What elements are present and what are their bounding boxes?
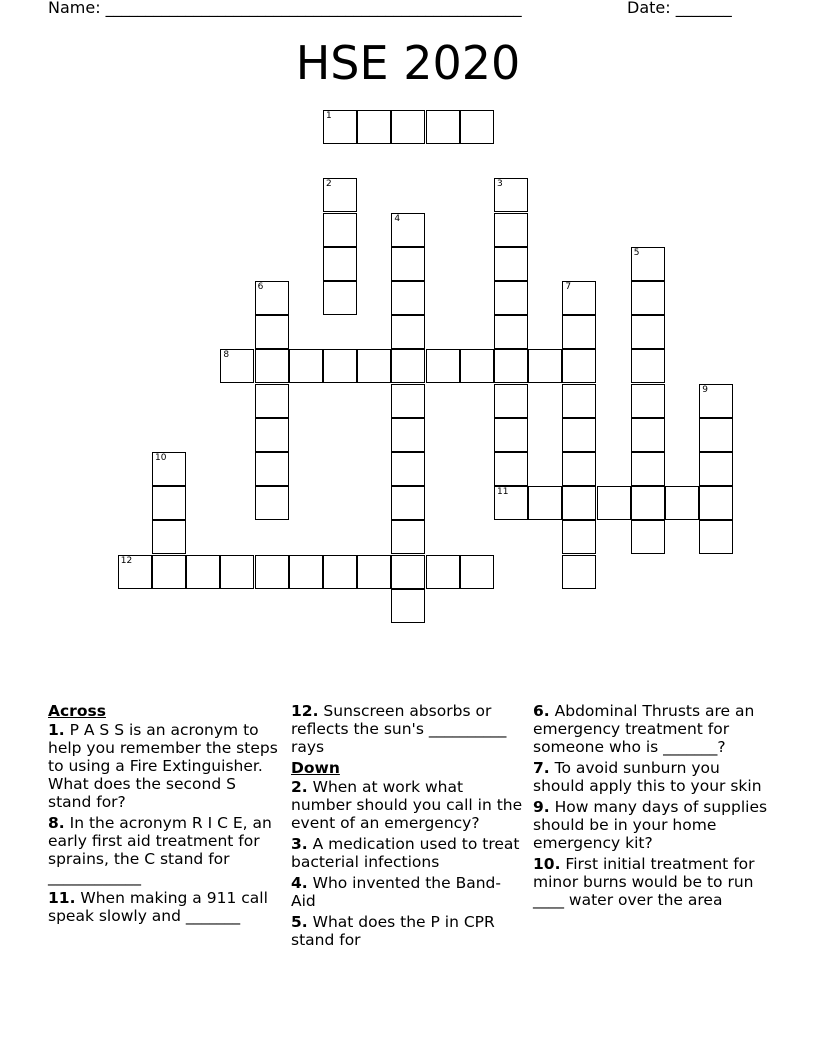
grid-cell[interactable] — [426, 110, 460, 144]
grid-cell[interactable] — [562, 281, 596, 315]
grid-cell[interactable] — [494, 349, 528, 383]
grid-cell[interactable] — [255, 315, 289, 349]
grid-cell[interactable] — [323, 178, 357, 212]
grid-cell[interactable] — [494, 452, 528, 486]
grid-cell[interactable] — [460, 555, 494, 589]
clue-text: When at work what number should you call in the event of an emergency? — [291, 778, 523, 832]
grid-cell[interactable] — [494, 486, 528, 520]
grid-cell[interactable] — [391, 110, 425, 144]
grid-cell[interactable] — [494, 281, 528, 315]
clue-number: 2. — [291, 778, 308, 796]
grid-cell[interactable] — [562, 520, 596, 554]
grid-cell[interactable] — [631, 418, 665, 452]
grid-cell[interactable] — [460, 110, 494, 144]
grid-cell[interactable] — [255, 555, 289, 589]
grid-cell[interactable] — [426, 349, 460, 383]
grid-cell[interactable] — [255, 384, 289, 418]
grid-cell[interactable] — [562, 418, 596, 452]
clue-across-1 — [48, 721, 278, 811]
clue-text: P A S S is an acronym to help you remember the steps to using a Fire Extinguisher. What does the second S stand for? — [48, 721, 278, 811]
grid-cell[interactable] — [562, 452, 596, 486]
grid-cell[interactable] — [631, 384, 665, 418]
grid-cell[interactable] — [631, 486, 665, 520]
grid-cell[interactable] — [391, 486, 425, 520]
clue-down-3 — [291, 835, 523, 871]
grid-cell[interactable] — [562, 486, 596, 520]
grid-cell[interactable] — [494, 213, 528, 247]
grid-cell[interactable] — [631, 452, 665, 486]
clue-across-8 — [48, 814, 278, 886]
grid-cell[interactable] — [597, 486, 631, 520]
grid-cell[interactable] — [494, 315, 528, 349]
grid-cell[interactable] — [631, 520, 665, 554]
clue-number: 5. — [291, 913, 308, 931]
grid-cell[interactable] — [289, 555, 323, 589]
grid-cell[interactable] — [391, 315, 425, 349]
grid-cell[interactable] — [562, 384, 596, 418]
grid-cell[interactable] — [562, 349, 596, 383]
clue-number: 8. — [48, 814, 65, 832]
grid-cell[interactable] — [255, 486, 289, 520]
grid-cell[interactable] — [494, 247, 528, 281]
clue-number-label: 10 — [155, 453, 167, 463]
grid-cell[interactable] — [323, 349, 357, 383]
clue-down-10 — [533, 855, 769, 909]
clue-number-label: 5 — [633, 247, 640, 258]
grid-cell[interactable] — [323, 281, 357, 315]
grid-cell[interactable] — [391, 589, 425, 623]
grid-cell[interactable] — [323, 110, 357, 144]
clue-down-4 — [291, 874, 523, 910]
grid-cell[interactable] — [255, 349, 289, 383]
grid-cell[interactable] — [391, 520, 425, 554]
grid-cell[interactable] — [152, 486, 186, 520]
grid-cell[interactable] — [357, 555, 391, 589]
grid-cell[interactable] — [289, 349, 323, 383]
grid-cell[interactable] — [255, 281, 289, 315]
clue-down-5 — [291, 913, 523, 949]
clues-column-1 — [48, 702, 278, 928]
clue-number: 1. — [48, 721, 65, 739]
clue-across-12 — [291, 702, 523, 756]
clue-text: Sunscreen absorbs or reflects the sun's __________ rays — [291, 702, 507, 756]
grid-cell[interactable] — [391, 349, 425, 383]
clue-text: What does the P in CPR stand for — [291, 913, 495, 949]
grid-cell[interactable] — [528, 486, 562, 520]
grid-cell[interactable] — [562, 315, 596, 349]
clues-column-2 — [291, 702, 523, 952]
grid-cell[interactable] — [391, 452, 425, 486]
grid-cell[interactable] — [391, 418, 425, 452]
grid-cell[interactable] — [631, 247, 665, 281]
date-field-label: Date: _______ — [627, 0, 732, 17]
clue-number: 9. — [533, 798, 550, 816]
grid-cell[interactable] — [699, 418, 733, 452]
clue-number: 3. — [291, 835, 308, 853]
clue-down-6 — [533, 702, 769, 756]
grid-cell[interactable] — [323, 247, 357, 281]
clue-down-9 — [533, 798, 769, 852]
clue-text: In the acronym R I C E, an early first aid treatment for sprains, the C stand for ____________ — [48, 814, 272, 886]
grid-cell[interactable] — [152, 452, 186, 486]
grid-cell[interactable] — [323, 213, 357, 247]
grid-cell[interactable] — [699, 486, 733, 520]
grid-cell[interactable] — [391, 213, 425, 247]
down-heading: Down — [291, 759, 340, 777]
clue-text: Abdominal Thrusts are an emergency treatment for someone who is _______? — [533, 702, 755, 756]
clue-down-7 — [533, 759, 769, 795]
grid-cell[interactable] — [118, 555, 152, 589]
clue-number-label: 3 — [497, 179, 503, 190]
clue-across-11 — [48, 889, 278, 925]
clue-number-label: 2 — [326, 179, 332, 190]
grid-cell[interactable] — [528, 349, 562, 383]
grid-cell[interactable] — [220, 555, 254, 589]
grid-cell[interactable] — [460, 349, 494, 383]
clue-number-label: 4 — [394, 213, 401, 224]
clue-number: 7. — [533, 759, 550, 777]
clue-number: 11. — [48, 889, 76, 907]
grid-cell[interactable] — [323, 555, 357, 589]
clue-number-label: 11 — [497, 487, 509, 498]
grid-cell[interactable] — [152, 555, 186, 589]
grid-cell[interactable] — [255, 452, 289, 486]
grid-cell[interactable] — [699, 384, 733, 418]
clue-down-2 — [291, 778, 523, 832]
clue-text: When making a 911 call speak slowly and _______ — [48, 889, 268, 925]
page-title: HSE 2020 — [295, 36, 521, 90]
grid-cell[interactable] — [152, 520, 186, 554]
grid-cell[interactable] — [391, 247, 425, 281]
clue-number-label: 12 — [120, 555, 133, 566]
grid-cell[interactable] — [494, 384, 528, 418]
clue-text: Who invented the Band-Aid — [291, 874, 501, 910]
clue-number-label: 1 — [326, 111, 332, 121]
clue-text: To avoid sunburn you should apply this to your skin — [533, 759, 762, 795]
grid-cell[interactable] — [220, 349, 254, 383]
grid-cell[interactable] — [255, 418, 289, 452]
grid-cell[interactable] — [391, 555, 425, 589]
clue-text: How many days of supplies should be in your home emergency kit? — [533, 798, 768, 852]
clue-number-label: 6 — [257, 282, 264, 292]
grid-cell[interactable] — [357, 349, 391, 383]
clue-number: 6. — [533, 702, 550, 720]
clue-number-label: 9 — [702, 384, 708, 395]
clue-number-label: 7 — [565, 282, 572, 292]
clue-number-label: 8 — [223, 350, 230, 361]
grid-cell[interactable] — [699, 452, 733, 486]
grid-cell[interactable] — [562, 555, 596, 589]
clue-text: First initial treatment for minor burns would be to run ____ water over the area — [533, 855, 755, 909]
clue-number: 12. — [291, 702, 319, 720]
grid-cell[interactable] — [494, 418, 528, 452]
grid-cell[interactable] — [665, 486, 699, 520]
grid-cell[interactable] — [186, 555, 220, 589]
name-field-label: Name: ____________________________________________________ — [48, 0, 522, 17]
grid-cell[interactable] — [357, 110, 391, 144]
grid-cell[interactable] — [631, 315, 665, 349]
grid-cell[interactable] — [631, 349, 665, 383]
grid-cell[interactable] — [699, 520, 733, 554]
across-heading: Across — [48, 702, 106, 720]
clue-text: A medication used to treat bacterial infections — [291, 835, 520, 871]
grid-cell[interactable] — [494, 178, 528, 212]
grid-cell[interactable] — [391, 384, 425, 418]
grid-cell[interactable] — [391, 281, 425, 315]
clue-number: 10. — [533, 855, 561, 873]
grid-cell[interactable] — [426, 555, 460, 589]
clue-number: 4. — [291, 874, 308, 892]
grid-cell[interactable] — [631, 281, 665, 315]
clues-column-3 — [533, 702, 769, 912]
